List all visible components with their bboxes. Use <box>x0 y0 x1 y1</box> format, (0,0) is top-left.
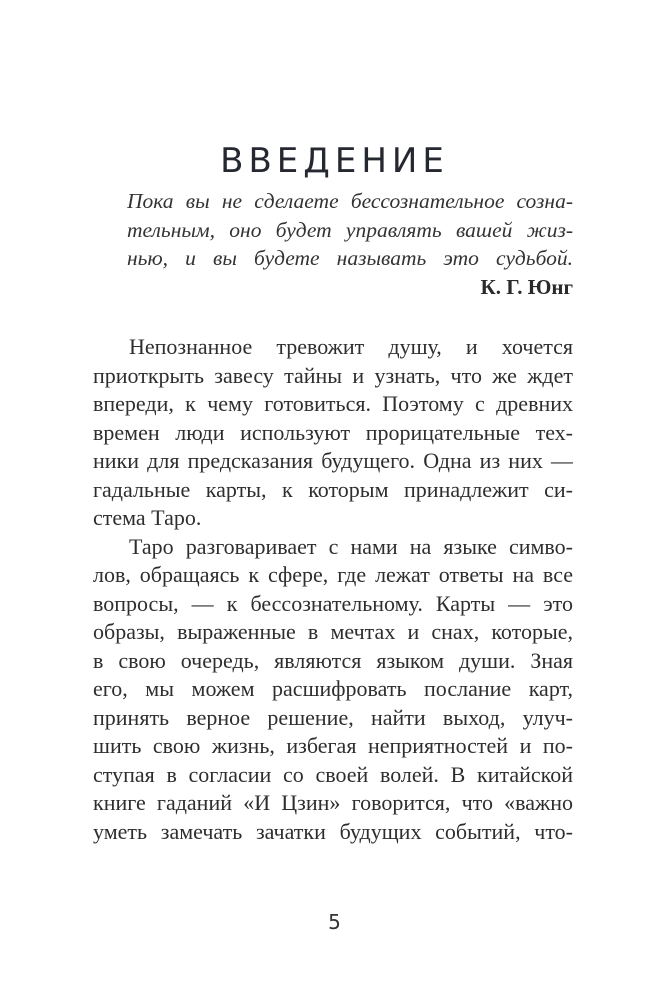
body-line: вопросы, — к бессознательному. Карты — это <box>93 590 573 616</box>
chapter-title: ВВЕДЕНИЕ <box>220 140 449 181</box>
body-line: книге гаданий «И Цзин» говорится, что «важно <box>93 790 573 815</box>
body-line: ники для предсказания будущего. Одна из них — <box>93 448 573 473</box>
epigraph-line: нью, и вы будете называть это судьбой. <box>127 246 573 271</box>
body-line: шить свою жизнь, избегая неприятностей и по- <box>93 733 573 758</box>
body-line: стема Таро. <box>93 505 202 530</box>
body-line: приоткрыть завесу тайны и узнать, что же ждет <box>93 362 573 388</box>
body-line: Таро разговаривает с нами на языке симво- <box>129 533 573 559</box>
body-line: лов, обращаясь к сфере, где лежат ответы на все <box>93 562 573 587</box>
body-text <box>93 333 573 846</box>
epigraph-author: К. Г. Юнг <box>480 275 573 299</box>
body-line: уметь замечать зачатки будущих событий, что- <box>93 818 573 844</box>
body-line: в свою очередь, являются языком души. Зная <box>93 647 573 673</box>
body-line: гадальные карты, к которым принадлежит си- <box>93 476 573 502</box>
body-line: Непознанное тревожит душу, и хочется <box>129 334 573 359</box>
epigraph-line: тельным, оно будет управлять вашей жиз- <box>127 217 573 242</box>
page-number: 5 <box>328 910 341 934</box>
body-line: ступая в согласии со своей волей. В китайской <box>93 761 573 787</box>
body-line: его, мы можем расшифровать послание карт, <box>93 676 573 701</box>
body-line: впереди, к чему готовиться. Поэтому с древних <box>93 391 573 416</box>
body-line: времен люди используют прорицательные тех- <box>93 419 573 445</box>
epigraph-line: Пока вы не сделаете бессознательное созна- <box>127 189 573 213</box>
body-line: принять верное решение, найти выход, улуч- <box>93 704 573 730</box>
epigraph <box>127 187 573 273</box>
body-line: образы, выраженные в мечтах и снах, которые, <box>93 619 573 644</box>
